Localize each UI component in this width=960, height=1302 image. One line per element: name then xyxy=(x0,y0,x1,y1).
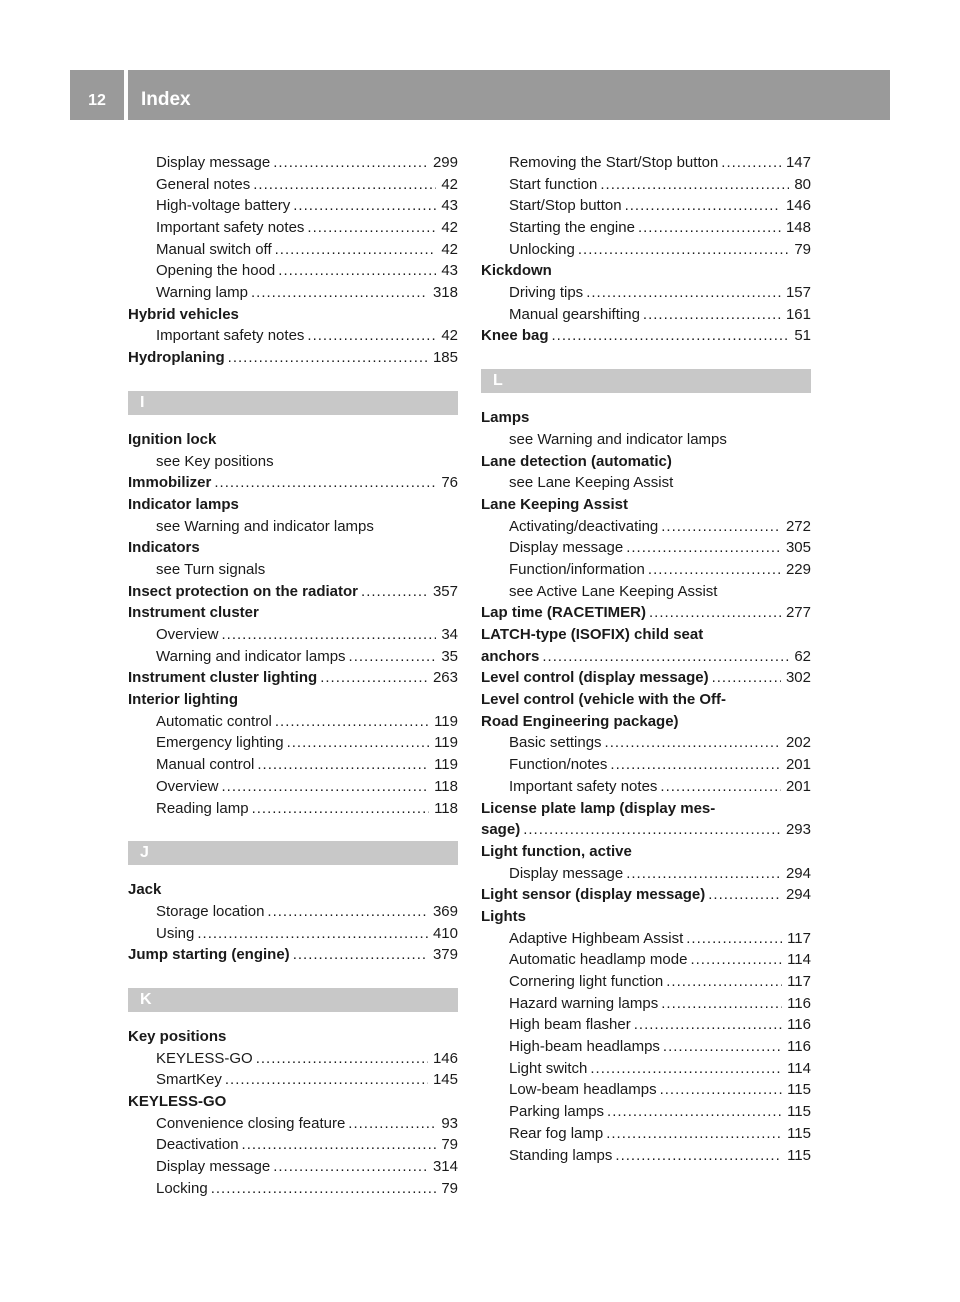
index-subentry[interactable]: Standing lamps ..... 115 xyxy=(481,1145,811,1167)
section-letter-l: L xyxy=(481,369,811,393)
index-heading: Ignition lock xyxy=(128,430,217,448)
index-column-left xyxy=(128,152,458,1200)
index-subentry[interactable]: Cornering light function ..... 117 xyxy=(481,971,811,993)
index-heading: Key positions xyxy=(128,1028,227,1045)
index-subentry[interactable]: Locking ..... 79 xyxy=(128,1178,458,1200)
index-subentry[interactable]: Start/Stop button ..... 146 xyxy=(481,195,811,217)
index-heading: Lane detection (automatic) xyxy=(481,452,672,470)
index-subentry[interactable]: Start function ..... 80 xyxy=(481,174,811,196)
index-subentry[interactable]: Important safety notes ..... 42 xyxy=(128,326,458,348)
index-subentry[interactable]: SmartKey ..... 145 xyxy=(128,1069,458,1091)
index-subentry[interactable]: Manual gearshifting ..... 161 xyxy=(481,304,811,326)
index-subentry[interactable]: Parking lamps ..... 115 xyxy=(481,1101,811,1123)
index-subentry[interactable]: Warning lamp ..... 318 xyxy=(128,282,458,304)
index-entry[interactable]: Lap time (RACETIMER) ..... 277 xyxy=(481,602,811,624)
index-subentry[interactable]: Overview ..... 118 xyxy=(128,776,458,798)
index-subentry[interactable]: Automatic headlamp mode ..... 114 xyxy=(481,949,811,971)
index-subentry[interactable]: Manual control ..... 119 xyxy=(128,754,458,776)
page-header xyxy=(70,70,890,120)
index-entry[interactable]: Level control (display message) ..... 302 xyxy=(481,667,811,689)
page-title: Index xyxy=(141,89,191,110)
index-heading: LATCH-type (ISOFIX) child seat xyxy=(481,626,704,644)
index-subentry[interactable]: Overview ..... 34 xyxy=(128,624,458,646)
index-subentry[interactable]: Starting the engine ..... 148 xyxy=(481,217,811,239)
index-subentry[interactable]: Important safety notes ..... 42 xyxy=(128,217,458,239)
index-subentry[interactable]: Low-beam headlamps ..... 115 xyxy=(481,1080,811,1102)
index-entry[interactable]: Immobilizer ..... 76 xyxy=(128,472,458,494)
index-heading: Lights xyxy=(481,908,526,925)
index-subentry[interactable]: KEYLESS-GO ..... 146 xyxy=(128,1048,458,1070)
index-subentry[interactable]: Display message ..... 305 xyxy=(481,537,811,559)
index-heading: Light function, active xyxy=(481,842,632,860)
index-subentry[interactable]: Display message ..... 314 xyxy=(128,1156,458,1178)
index-subentry[interactable]: Function/notes ..... 201 xyxy=(481,754,811,776)
see-reference[interactable]: see Turn signals xyxy=(156,561,266,578)
index-subentry[interactable]: Light switch ..... 114 xyxy=(481,1058,811,1080)
index-heading: Hybrid vehicles xyxy=(128,305,239,323)
index-subentry[interactable]: Convenience closing feature ..... 93 xyxy=(128,1113,458,1135)
index-heading: Interior lighting xyxy=(128,691,238,709)
index-entry[interactable]: sage) ..... 293 xyxy=(481,819,811,841)
index-entry[interactable]: anchors ..... 62 xyxy=(481,646,811,668)
see-reference[interactable]: see Warning and indicator lamps xyxy=(156,517,374,535)
page-number: 12 xyxy=(88,92,106,109)
index-heading: License plate lamp (display mes- xyxy=(481,799,716,817)
index-subentry[interactable]: Driving tips ..... 157 xyxy=(481,282,811,304)
index-subentry[interactable]: High-voltage battery ..... 43 xyxy=(128,195,458,217)
header-divider xyxy=(124,70,128,120)
index-entry[interactable]: Knee bag ..... 51 xyxy=(481,326,811,348)
index-heading: Level control (vehicle with the Off- xyxy=(481,691,727,709)
section-letter-i: I xyxy=(128,391,458,415)
index-subentry[interactable]: Display message ..... 299 xyxy=(128,152,458,174)
index-subentry[interactable]: High beam flasher ..... 116 xyxy=(481,1014,811,1036)
index-heading: Road Engineering package) xyxy=(481,712,679,730)
index-heading: Lamps xyxy=(481,409,530,427)
see-reference[interactable]: see Warning and indicator lamps xyxy=(509,430,727,448)
section-letter-k: K xyxy=(128,988,458,1012)
index-heading: Lane Keeping Assist xyxy=(481,495,628,513)
index-subentry[interactable]: Automatic control ..... 119 xyxy=(128,711,458,733)
index-subentry[interactable]: Activating/deactivating ..... 272 xyxy=(481,516,811,538)
see-reference[interactable]: see Key positions xyxy=(156,452,274,470)
index-subentry[interactable]: Function/information ..... 229 xyxy=(481,559,811,581)
index-subentry[interactable]: Reading lamp ..... 118 xyxy=(128,798,458,820)
index-heading: Indicator lamps xyxy=(128,495,239,513)
index-heading: KEYLESS-GO xyxy=(128,1093,227,1111)
index-heading: Jack xyxy=(128,881,162,899)
index-heading: Instrument cluster xyxy=(128,604,259,622)
index-entry[interactable]: Light sensor (display message) ..... 294 xyxy=(481,884,811,906)
see-reference[interactable]: see Lane Keeping Assist xyxy=(509,474,674,492)
index-subentry[interactable]: Using ..... 410 xyxy=(128,923,458,945)
index-subentry[interactable]: Display message ..... 294 xyxy=(481,863,811,885)
index-subentry[interactable]: Rear fog lamp ..... 115 xyxy=(481,1123,811,1145)
index-heading: Kickdown xyxy=(481,262,552,280)
index-subentry[interactable]: Basic settings ..... 202 xyxy=(481,733,811,755)
index-subentry[interactable]: High-beam headlamps ..... 116 xyxy=(481,1036,811,1058)
section-letter-j: J xyxy=(128,841,458,865)
index-subentry[interactable]: Important safety notes ..... 201 xyxy=(481,776,811,798)
index-entry[interactable]: Jump starting (engine) ..... 379 xyxy=(128,944,458,966)
index-entry[interactable]: Insect protection on the radiator ..... 357 xyxy=(128,581,458,603)
see-reference[interactable]: see Active Lane Keeping Assist xyxy=(509,582,718,600)
index-subentry[interactable]: Manual switch off ..... 42 xyxy=(128,239,458,261)
index-subentry[interactable]: Unlocking ..... 79 xyxy=(481,239,811,261)
index-subentry[interactable]: Opening the hood ..... 43 xyxy=(128,260,458,282)
index-subentry[interactable]: Storage location ..... 369 xyxy=(128,901,458,923)
index-entry[interactable]: Hydroplaning ..... 185 xyxy=(128,347,458,369)
index-heading: Indicators xyxy=(128,539,200,557)
index-column-right xyxy=(481,152,811,1166)
index-subentry[interactable]: Emergency lighting ..... 119 xyxy=(128,733,458,755)
index-subentry[interactable]: Removing the Start/Stop button ..... 147 xyxy=(481,152,811,174)
index-subentry[interactable]: Warning and indicator lamps ..... 35 xyxy=(128,646,458,668)
index-subentry[interactable]: Adaptive Highbeam Assist ..... 117 xyxy=(481,928,811,950)
index-subentry[interactable]: General notes ..... 42 xyxy=(128,174,458,196)
index-subentry[interactable]: Deactivation ..... 79 xyxy=(128,1134,458,1156)
index-entry[interactable]: Instrument cluster lighting ..... 263 xyxy=(128,667,458,689)
index-subentry[interactable]: Hazard warning lamps ..... 116 xyxy=(481,993,811,1015)
